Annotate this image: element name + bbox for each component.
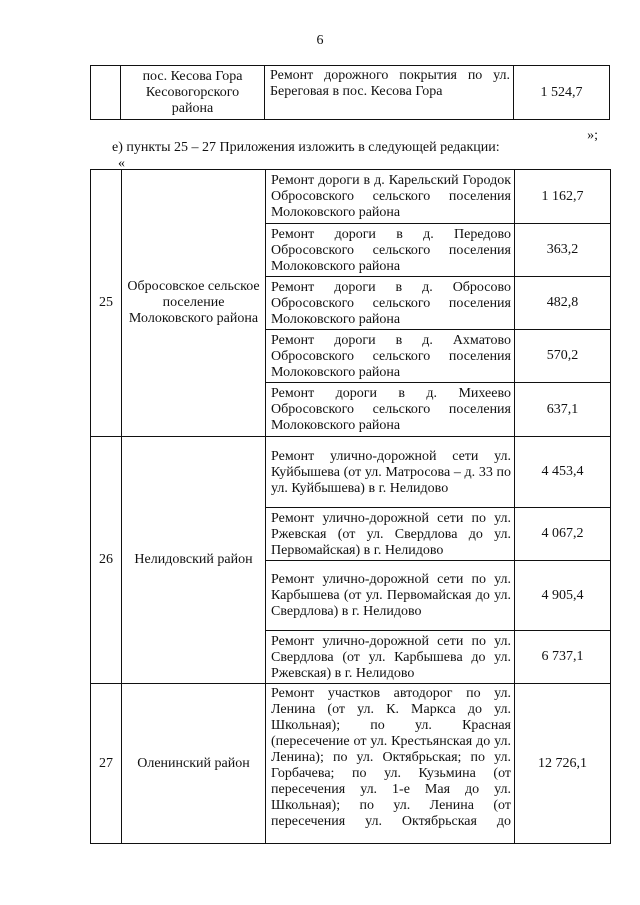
place-cell: Обросовское сельское поселение Молоковского района [122,170,266,437]
row-number-cell [91,66,121,120]
amount-cell: 570,2 [515,330,611,383]
amount-cell: 1 524,7 [514,66,610,120]
top-table [90,65,610,120]
description-cell: Ремонт дороги в д. Михеево Обросовского сельского поселения Молоковского района [266,383,515,437]
table-row [91,684,611,844]
amount-cell: 637,1 [515,383,611,437]
description-cell: Ремонт дорожного покрытия по ул. Береговая в пос. Кесова Гора [265,66,514,120]
table-row [91,437,611,508]
description-cell: Ремонт улично-дорожной сети по ул. Свердлова (от ул. Карбышева до ул. Ржевская) в г. Нелидово [266,631,515,684]
description-cell: Ремонт улично-дорожной сети по ул. Ржевская (от ул. Свердлова до ул. Первомайская) в г. Нелидово [266,508,515,561]
description-cell: Ремонт дороги в д. Передово Обросовского сельского поселения Молоковского района [266,224,515,277]
place-cell: пос. Кесова Гора Кесовогорского района [121,66,265,120]
amount-cell: 4 905,4 [515,561,611,631]
description-cell: Ремонт улично-дорожной сети по ул. Карбышева (от ул. Первомайская до ул. Свердлова) в г. Нелидово [266,561,515,631]
amount-cell: 363,2 [515,224,611,277]
description-cell: Ремонт улично-дорожной сети ул. Куйбышева (от ул. Матросова – д. 33 по ул. Куйбышева) в г. Нелидово [266,437,515,508]
amount-cell: 6 737,1 [515,631,611,684]
item-number-cell: 26 [91,437,122,684]
item-number-cell: 27 [91,684,122,844]
amount-cell: 1 162,7 [515,170,611,224]
description-cell: Ремонт дороги в д. Ахматово Обросовского сельского поселения Молоковского района [266,330,515,383]
closing-quote: »; [587,128,598,143]
description-cell: Ремонт дороги в д. Карельский Городок Обросовского сельского поселения Молоковского района [266,170,515,224]
amount-cell: 4 453,4 [515,437,611,508]
amount-cell: 482,8 [515,277,611,330]
main-table [90,169,611,844]
opening-quote: « [118,156,125,171]
amount-cell: 4 067,2 [515,508,611,561]
table-row [91,66,610,120]
description-cell: Ремонт участков автодорог по ул. Ленина (от ул. К. Маркса до ул. Школьная); по ул. Красная (пересечение от ул. Крестьянская до ул. Ленина); по ул. Октябрьская; по ул. Горбачева; по ул. Кузьмина (от пересечения ул. 1-е Мая до ул. Школьная); по ул. Ленина (от пересечения ул. Октябрьская до [266,684,515,844]
table-row [91,170,611,224]
instruction-text: е) пункты 25 – 27 Приложения изложить в следующей редакции: [112,140,500,155]
item-number-cell: 25 [91,170,122,437]
amount-cell: 12 726,1 [515,684,611,844]
description-cell: Ремонт дороги в д. Обросово Обросовского сельского поселения Молоковского района [266,277,515,330]
page-number: 6 [316,33,324,48]
place-cell: Нелидовский район [122,437,266,684]
place-cell: Оленинский район [122,684,266,844]
